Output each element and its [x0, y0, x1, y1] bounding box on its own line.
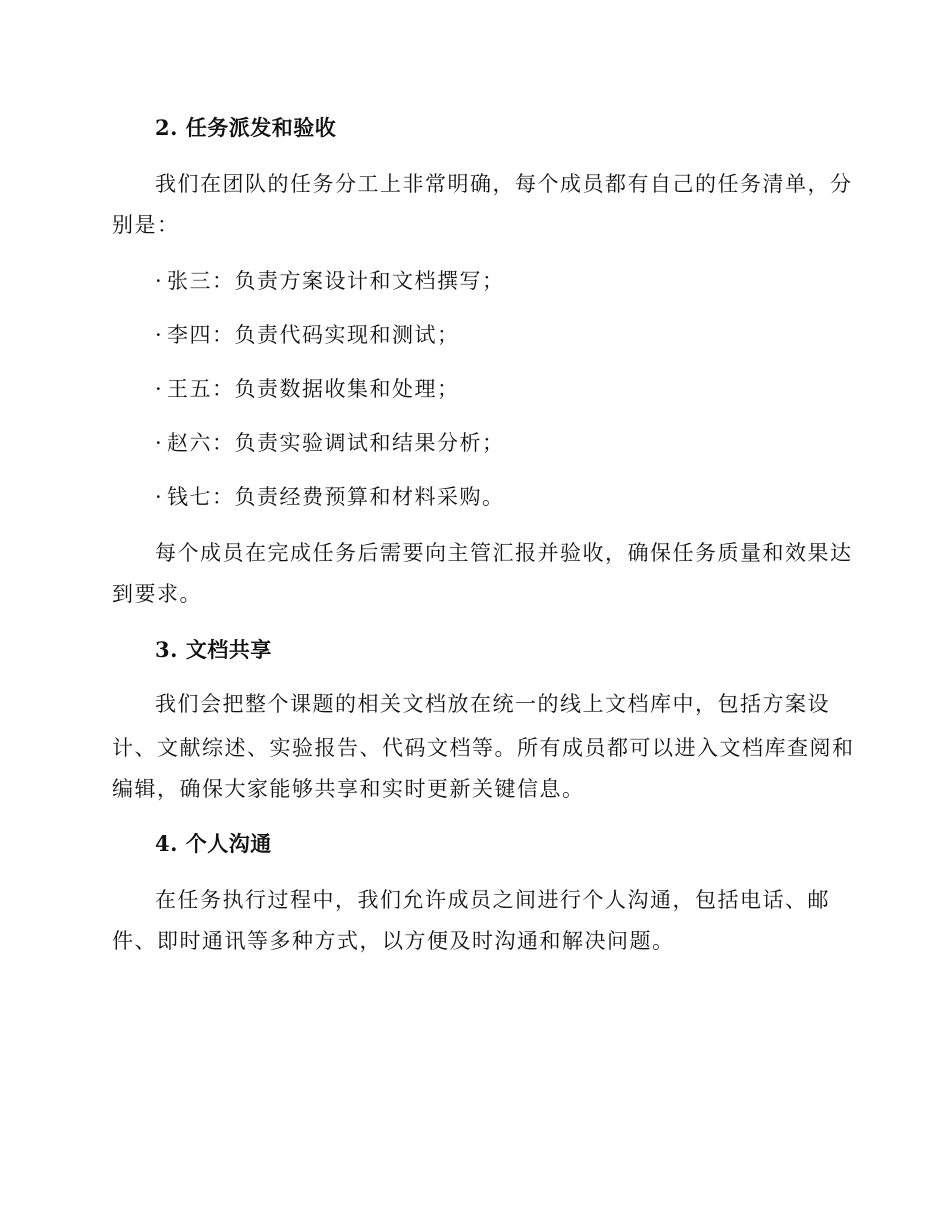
paragraph-line: 我们会把整个课题的相关文档放在统一的线上文档库中，包括方案设	[155, 692, 830, 716]
bullet-text: 王五：负责数据收集和处理；	[167, 377, 460, 401]
bullet-item	[155, 321, 460, 349]
paragraph-line: 别是：	[112, 213, 180, 237]
bullet-text: 张三：负责方案设计和文档撰写；	[167, 269, 505, 293]
paragraph-line: 到要求。	[112, 582, 202, 606]
bullet-text: 钱七：负责经费预算和材料采购。	[167, 485, 505, 509]
bullet-marker: ·	[155, 323, 164, 347]
bullet-marker: ·	[155, 431, 164, 455]
bullet-item	[155, 267, 505, 295]
section-heading-task-assignment: 2. 任务派发和验收	[155, 115, 337, 140]
bullet-text: 赵六：负责实验调试和结果分析；	[167, 431, 505, 455]
paragraph-line: 在任务执行过程中，我们允许成员之间进行个人沟通，包括电话、邮	[155, 888, 830, 912]
bullet-marker: ·	[155, 485, 164, 509]
paragraph-line: 计、文献综述、实验报告、代码文档等。所有成员都可以进入文档库查阅和	[112, 736, 855, 760]
paragraph-line: 编辑，确保大家能够共享和实时更新关键信息。	[112, 777, 585, 801]
paragraph-line: 每个成员在完成任务后需要向主管汇报并验收，确保任务质量和效果达	[155, 541, 853, 565]
section-heading-document-sharing: 3. 文档共享	[155, 637, 272, 662]
bullet-item	[155, 429, 505, 457]
bullet-marker: ·	[155, 377, 164, 401]
bullet-item	[155, 483, 505, 511]
paragraph-line: 我们在团队的任务分工上非常明确，每个成员都有自己的任务清单，分	[155, 172, 853, 196]
bullet-marker: ·	[155, 269, 164, 293]
section-heading-personal-communication: 4. 个人沟通	[155, 831, 272, 856]
paragraph-line: 件、即时通讯等多种方式，以方便及时沟通和解决问题。	[112, 929, 675, 953]
bullet-item	[155, 375, 460, 403]
bullet-text: 李四：负责代码实现和测试；	[167, 323, 460, 347]
